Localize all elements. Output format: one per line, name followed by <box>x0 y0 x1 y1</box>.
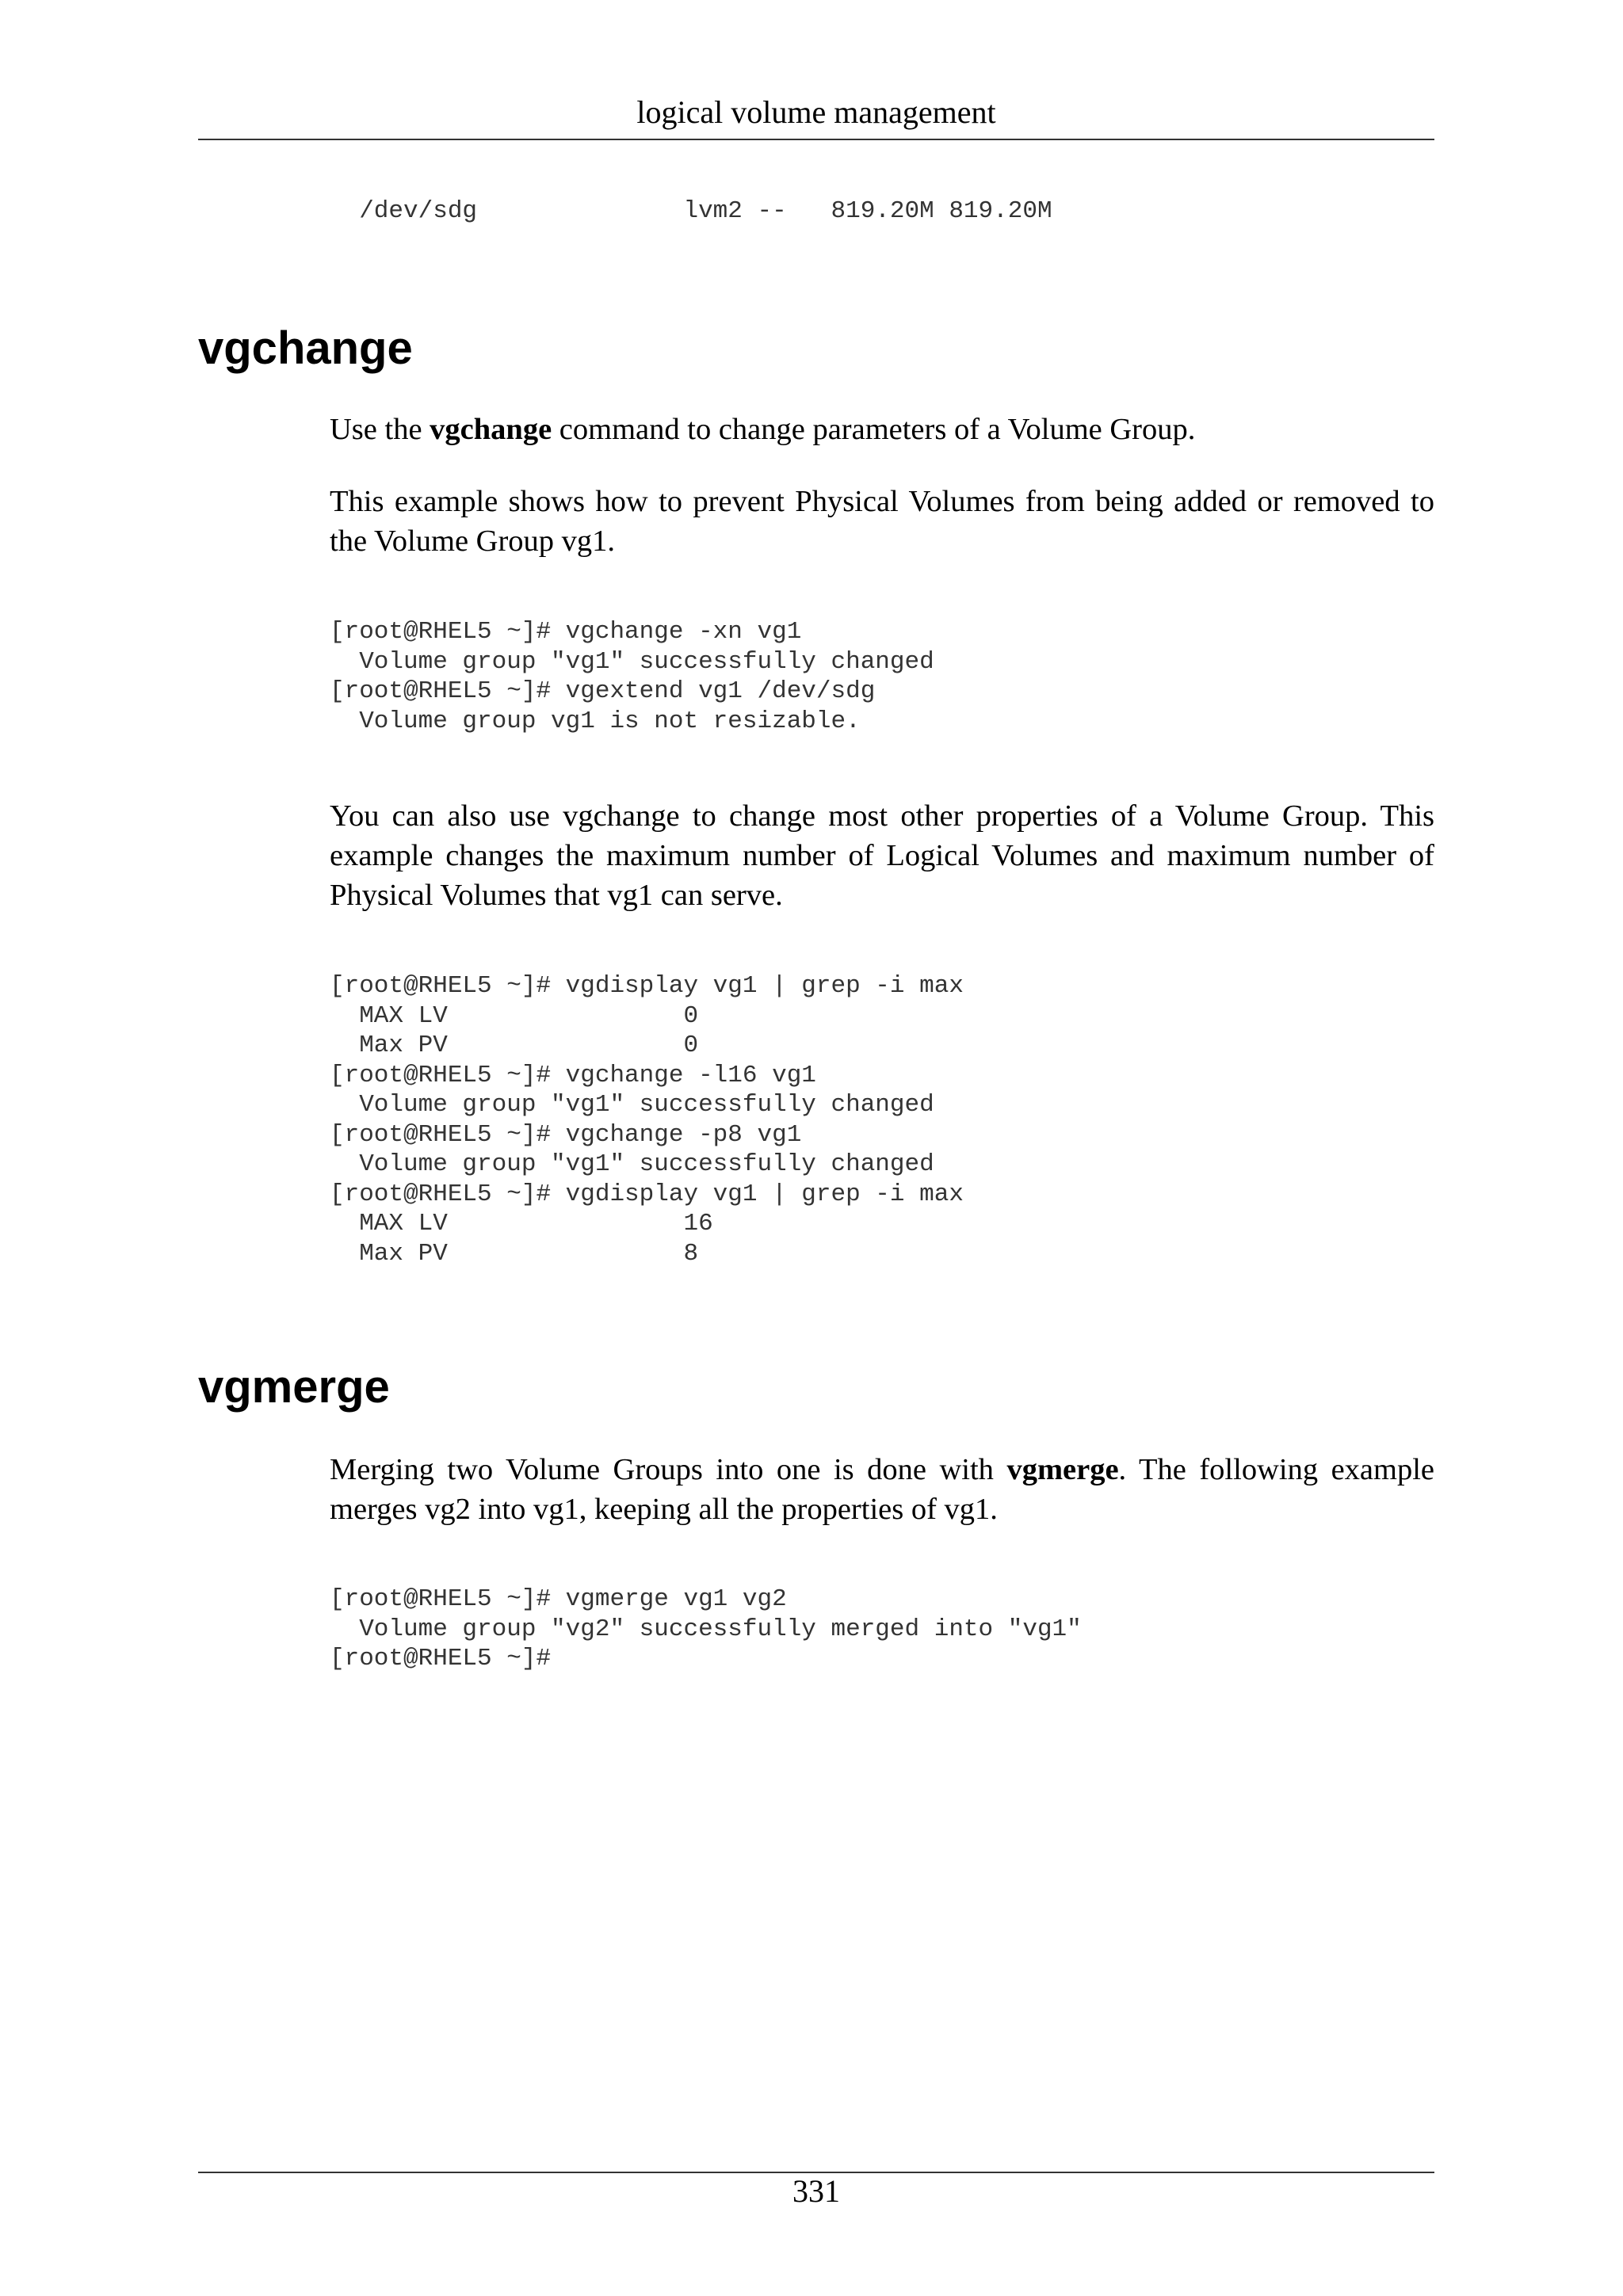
code-line: [root@RHEL5 ~]# vgmerge vg1 vg2 <box>330 1585 787 1613</box>
code-block-vgchange-max <box>330 971 964 1268</box>
vgchange-example-paragraph: This example shows how to prevent Physical Volumes from being added or removed to the Volume Group vg1. <box>330 485 1434 558</box>
code-line: MAX LV 16 <box>330 1210 713 1238</box>
intro-text-before: Merging two Volume Groups into one is done with <box>330 1453 1007 1486</box>
code-block-vgmerge <box>330 1585 1082 1674</box>
vgmerge-intro-paragraph <box>330 1450 1434 1529</box>
intro-text-before: Use the <box>330 413 430 446</box>
vgchange-properties-paragraph: You can also use vgchange to change most other properties of a Volume Group. This example changes the maximum number of Logical Volumes and maximum number of Physical Volumes that vg1 can serve. <box>330 799 1434 912</box>
code-line: Volume group "vg1" successfully changed <box>330 647 934 676</box>
code-line: [root@RHEL5 ~]# vgextend vg1 /dev/sdg <box>330 677 876 705</box>
code-line: Volume group "vg1" successfully changed <box>330 1150 934 1178</box>
code-line: Max PV 0 <box>330 1032 699 1059</box>
code-line: /dev/sdg lvm2 -- 819.20M 819.20M <box>330 197 1052 225</box>
code-block-vgchange-xn <box>330 617 934 736</box>
intro-text-after: . The following example merges vg2 into vg1, keeping all the properties of vg1. <box>330 1453 1434 1526</box>
running-header: logical volume management <box>636 94 996 130</box>
page-number: 331 <box>792 2173 840 2209</box>
header-rule <box>198 139 1434 140</box>
code-line: [root@RHEL5 ~]# vgdisplay vg1 | grep -i max <box>330 1180 964 1208</box>
code-line: Volume group vg1 is not resizable. <box>330 707 861 735</box>
intro-text-after: command to change parameters of a Volume Group. <box>552 413 1196 446</box>
code-line: Volume group "vg1" successfully changed <box>330 1091 934 1119</box>
vgchange-intro-paragraph <box>330 410 1434 449</box>
code-line: [root@RHEL5 ~]# <box>330 1645 552 1672</box>
code-line: MAX LV 0 <box>330 1001 699 1030</box>
code-line: [root@RHEL5 ~]# vgdisplay vg1 | grep -i max <box>330 972 964 1000</box>
code-block-pvs-tail <box>330 196 1052 227</box>
code-line: [root@RHEL5 ~]# vgchange -xn vg1 <box>330 618 802 646</box>
code-line: Max PV 8 <box>330 1239 699 1268</box>
section-heading-vgmerge: vgmerge <box>198 1361 390 1413</box>
command-name: vgchange <box>430 413 552 446</box>
code-line: Volume group "vg2" successfully merged into "vg1" <box>330 1615 1082 1643</box>
section-heading-vgchange: vgchange <box>198 322 413 374</box>
code-line: [root@RHEL5 ~]# vgchange -l16 vg1 <box>330 1061 816 1089</box>
command-name: vgmerge <box>1006 1453 1119 1486</box>
code-line: [root@RHEL5 ~]# vgchange -p8 vg1 <box>330 1120 802 1149</box>
